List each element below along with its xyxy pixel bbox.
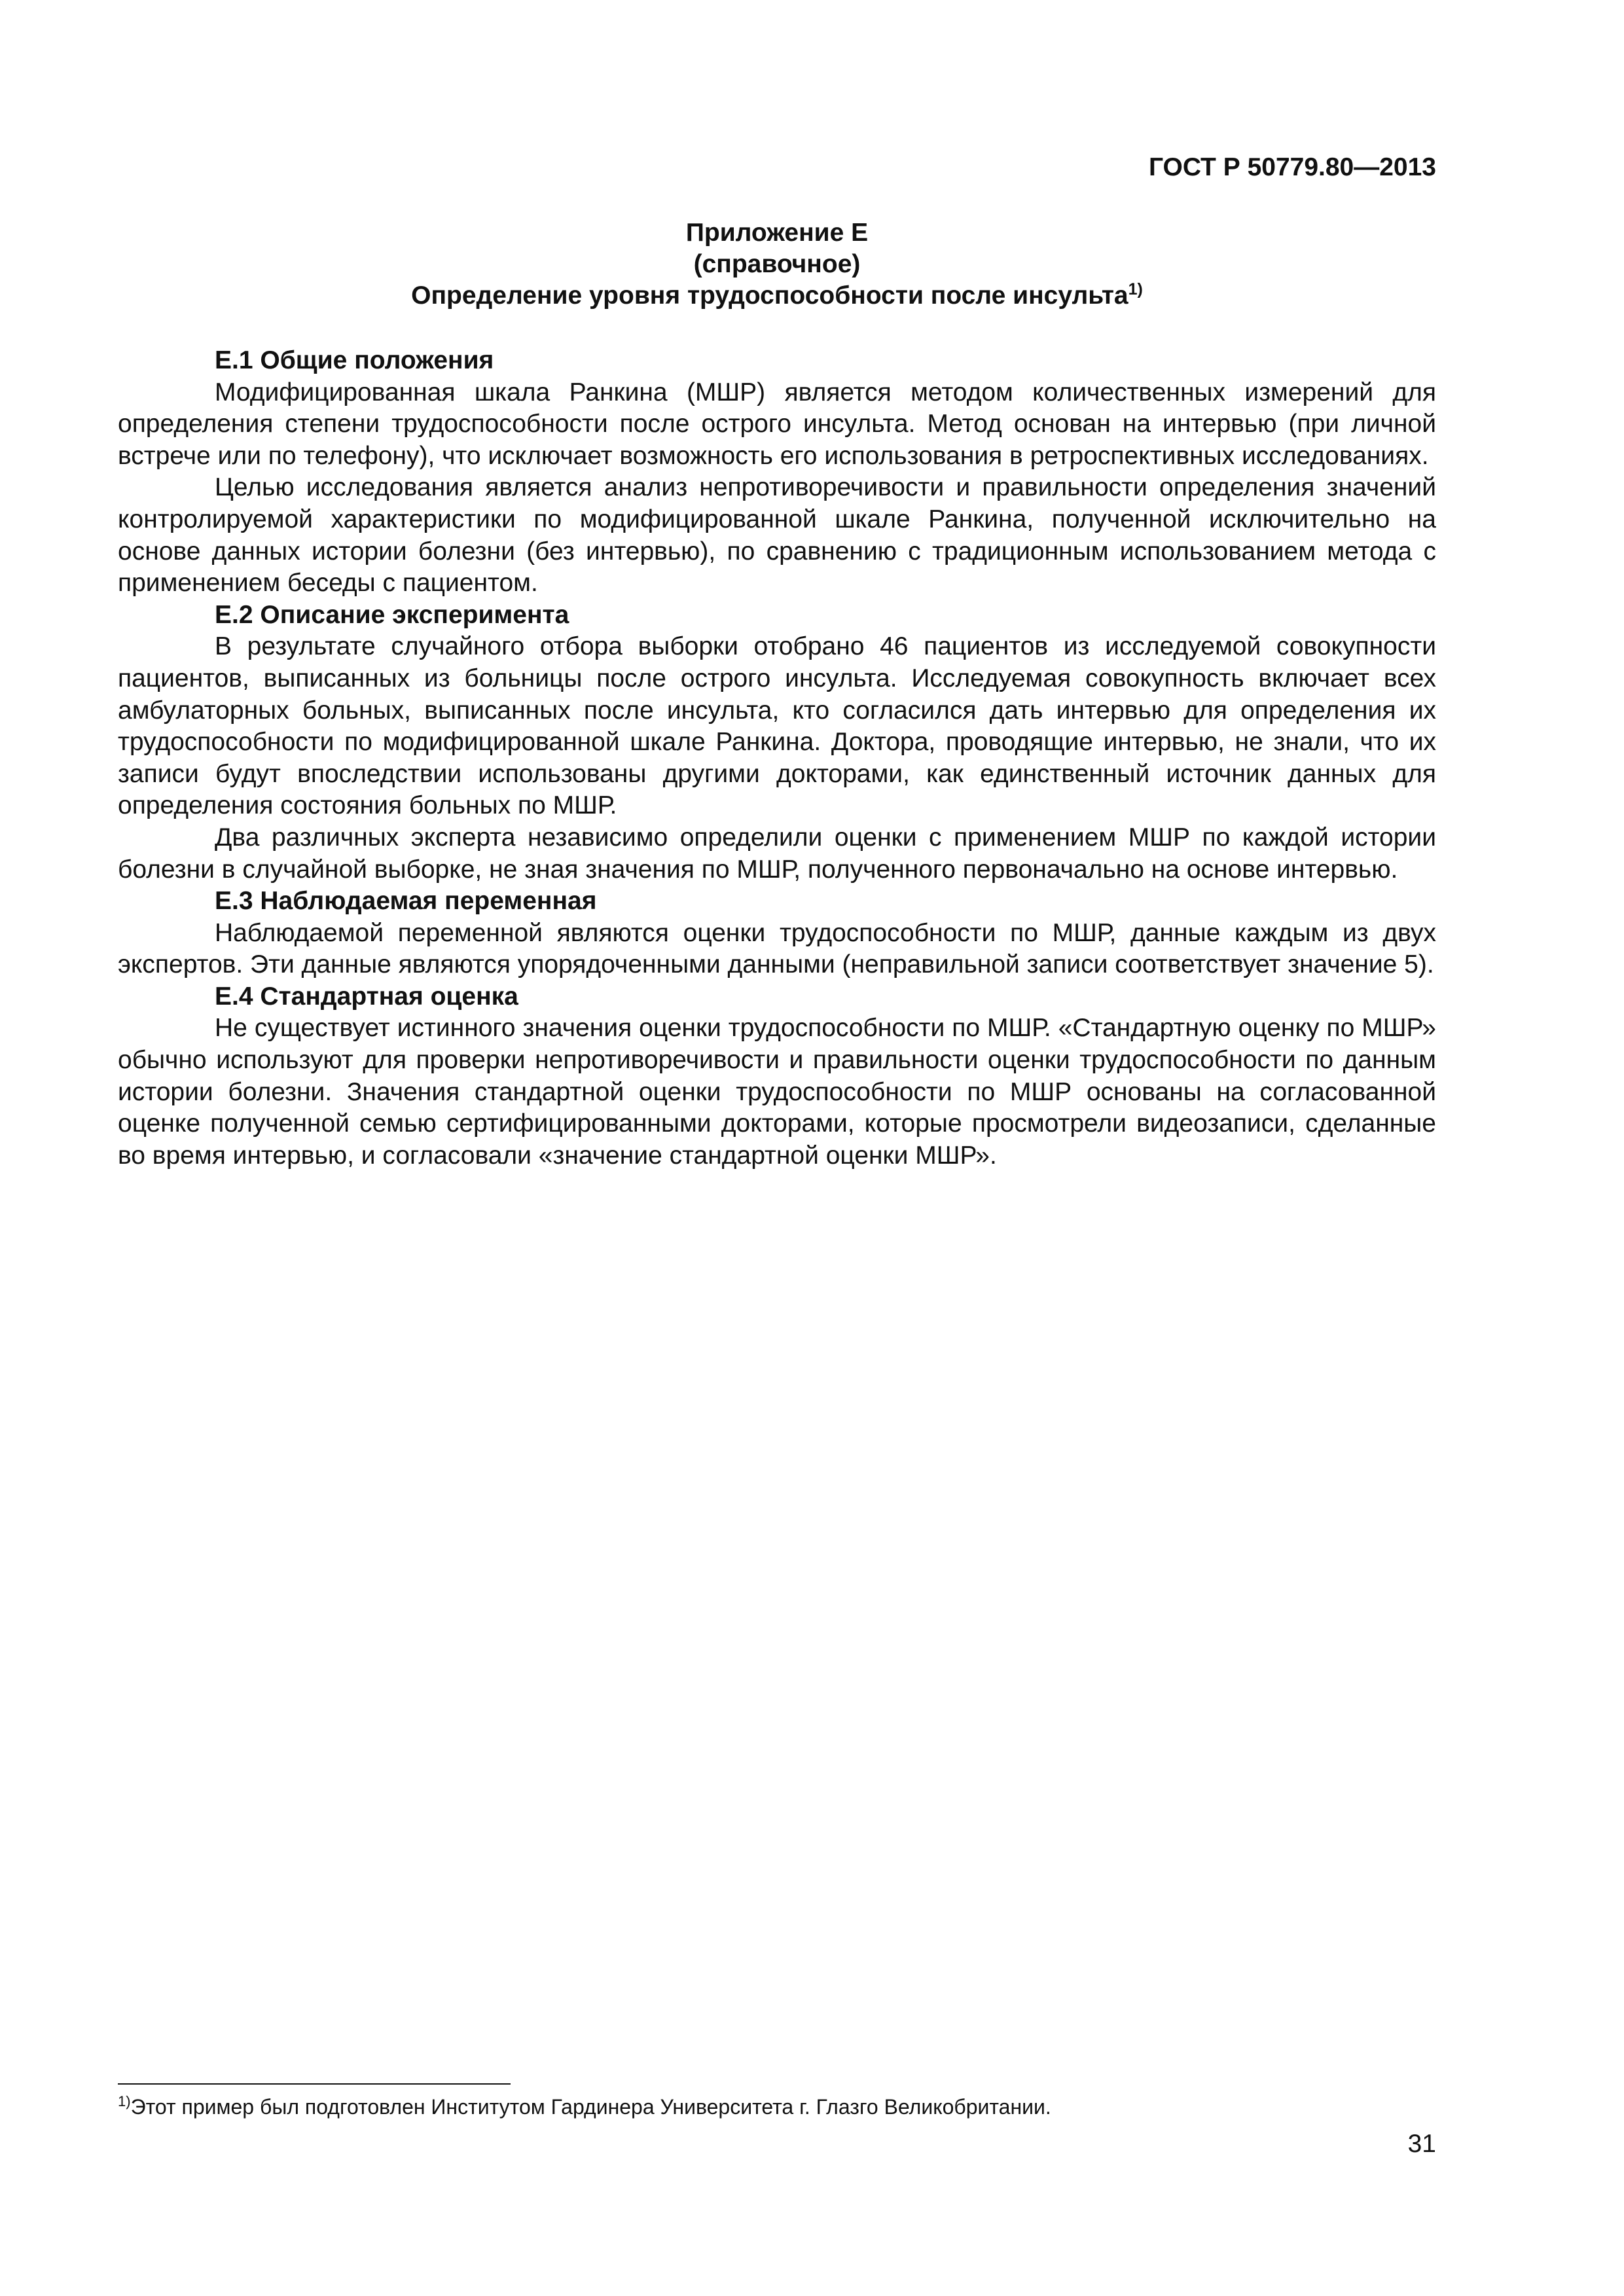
footnote-mark: 1): [118, 2093, 131, 2109]
page-number: 31: [1407, 2130, 1436, 2158]
section-e2: [118, 600, 1436, 886]
standard-number: ГОСТ Р 50779.80—2013: [1148, 153, 1436, 181]
footnote: [118, 2093, 1436, 2121]
section-e4: [118, 981, 1436, 1172]
section-title: Е.3 Наблюдаемая переменная: [215, 887, 597, 916]
section-title: Е.4 Стандартная оценка: [215, 982, 518, 1011]
footnote-text: Этот пример был подготовлен Институтом Гардинера Университета г. Глазго Великобритании.: [130, 2095, 1051, 2119]
paragraph: Не существует истинного значения оценки трудоспособности по МШР. «Стандартную оценку по МШР» обычно используют для проверки непротиворечивости и правильности оценки трудоспособности по данным истории болезни. Значения стандартной оценки трудоспособности по МШР основаны на согласованной оценке полученной семью сертифицированными докторами, которые просмотрели видеозаписи, сделанные во время интервью, и согласовали «значение стандартной оценки МШР».: [118, 1014, 1436, 1170]
paragraph: Два различных эксперта независимо определили оценки с применением МШР по каждой истории болезни в случайной выборке, не зная значения по МШР, полученного первоначально на основе интервью.: [118, 823, 1436, 884]
document-body: [118, 345, 1436, 1172]
appendix-heading: [118, 217, 1436, 312]
paragraph: В результате случайного отбора выборки отобрано 46 пациентов из исследуемой совокупности пациентов, выписанных из больницы после острого инсульта. Исследуемая совокупность включает всех амбулаторных больных, выписанных после инсульта, кто согласился дать интервью для определения их трудоспособности по модифицированной шкале Ранкина. Доктора, проводящие интервью, не знали, что их записи будут впоследствии использованы другими докторами, как единственный источник данных для определения состояния больных по МШР.: [118, 632, 1436, 820]
paragraph: Наблюдаемой переменной являются оценки трудоспособности по МШР, данные каждым из двух экспертов. Эти данные являются упорядоченными данными (неправильной записи соответствует значение 5).: [118, 918, 1436, 979]
section-e3: [118, 886, 1436, 981]
paragraph: Целью исследования является анализ непротиворечивости и правильности определения значений контролируемой характеристики по модифицированной шкале Ранкина, полученной исключительно на основе данных истории болезни (без интервью), по сравнению с традиционным использованием метода с применением беседы с пациентом.: [118, 473, 1436, 598]
appendix-status: (справочное): [693, 250, 861, 278]
section-e1: [118, 345, 1436, 600]
appendix-title-footnote-mark: 1): [1128, 280, 1143, 298]
section-title: Е.2 Описание эксперимента: [215, 600, 569, 629]
paragraph: Модифицированная шкала Ранкина (МШР) является методом количественных измерений для определения степени трудоспособности после острого инсульта. Метод основан на интервью (при личной встрече или по телефону), что исключает возможность его использования в ретроспективных исследованиях.: [118, 378, 1436, 470]
appendix-title: Определение уровня трудоспособности после инсульта: [411, 281, 1128, 310]
footnote-divider: [118, 2083, 511, 2085]
appendix-title-line: [118, 280, 1436, 312]
section-title: Е.1 Общие положения: [215, 346, 494, 374]
appendix-label: Приложение Е: [685, 219, 869, 247]
